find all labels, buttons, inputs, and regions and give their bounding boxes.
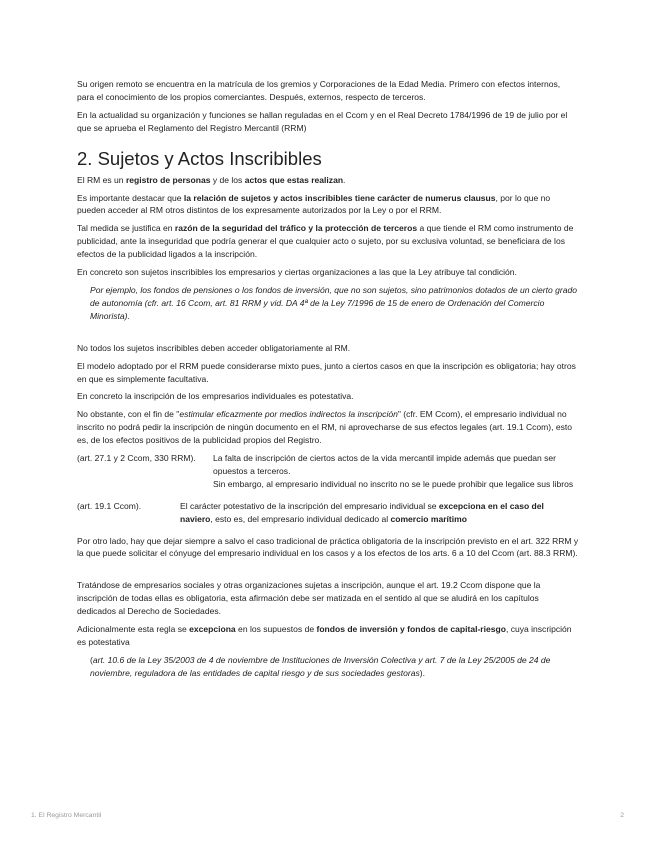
intro-paragraph-1: Su origen remoto se encuentra en la matrícula de los gremios y Corporaciones de la Edad Media. Primero con efectos internos, para el conocimiento de los propios comerciantes. Después, externos, respecto de terceros.: [77, 79, 561, 102]
quote-example-funds: Por ejemplo, los fondos de pensiones o los fondos de inversión, que no son sujetos, sino patrimonios dotados de un cierto grado de autonomía (cfr. art. 16 Ccom, art. 81 RRM y vid. DA 4ª de la Ley 7/1996 de 15 de enero de Ordenación del Comercio Minorista).: [90, 284, 578, 321]
paragraph-inscribable-subjects: En concreto son sujetos inscribibles los empresarios y ciertas organizaciones a las que la Ley atribuye tal condición.: [77, 267, 517, 278]
spacer: [77, 565, 579, 579]
spacer: [77, 328, 579, 342]
paragraph-mixed-model: El modelo adoptado por el RRM puede considerarse mixto pues, junto a ciertos casos en que la inscripción es obligatoria; hay otros en que es simplemente facultativa.: [77, 360, 576, 384]
reference-label: (art. 27.1 y 2 Ccom, 330 RRM).: [77, 453, 196, 464]
reference-text: El carácter potestativo de la inscripción del empresario individual se excepciona en el caso del naviero, esto es, del empresario individual dedicado al comercio marítimo: [180, 500, 544, 524]
paragraph-individual-optional: En concreto la inscripción de los empresarios individuales es potestativa.: [77, 391, 354, 402]
footer-page-number: 2: [620, 812, 624, 819]
reference-label: (art. 19.1 Ccom).: [77, 500, 142, 511]
paragraph-numerus-clausus: Es importante destacar que la relación de sujetos y actos inscribibles tiene carácter de numerus clausus, por lo que no pueden acceder al RM otros distintos de los expresamente autorizados por la Ley o por el RRM.: [77, 192, 551, 216]
reference-text-1: La falta de inscripción de ciertos actos de la vida mercantil impide además que puedan ser opuestos a terceros.: [213, 453, 557, 476]
paragraph-rm-definition: El RM es un registro de personas y de los actos que estas realizan.: [77, 174, 346, 185]
document-page: [77, 78, 579, 685]
intro-paragraph-2: En la actualidad su organización y funciones se hallan reguladas en el Ccom y en el Real Decreto 1784/1996 de 19 de julio por el que se aprueba el Reglamento del Registro Mercantil (RRM): [77, 109, 568, 133]
reference-text-2: Sin embargo, al empresario individual no inscrito no se le puede prohibir que legalice sus libros: [213, 478, 574, 489]
paragraph-not-mandatory: No todos los sujetos inscribibles deben acceder obligatoriamente al RM.: [77, 342, 351, 353]
quote-legal-reference: (art. 10.6 de la Ley 35/2003 de 4 de noviembre de Instituciones de Inversión Colectiva y art. 7 de la Ley 25/2005 de 24 de noviembre, reguladora de las entidades de capital riesgo y de sus sociedades gestoras).: [90, 654, 551, 678]
paragraph-exception-funds: Adicionalmente esta regla se excepciona en los supuestos de fondos de inversión y fondos de capital-riesgo, cuya inscripción es potestativa: [77, 624, 572, 647]
reference-body: [180, 500, 579, 526]
reference-row-art27: [77, 452, 579, 491]
paragraph-social-entrepreneurs: Tratándose de empresarios sociales y otras organizaciones sujetas a inscripción, aunque el art. 19.2 Ccom dispone que la inscripción de todas ellas es obligatoria, esta afirmación debe ser matizada en el sentido al que se aludirá en los capítulos dedicados al Derecho de Sociedades.: [77, 580, 541, 617]
footer-chapter-title: 1. El Registro Mercantil: [31, 812, 102, 819]
section-title: 2. Sujetos y Actos Inscribibles: [77, 147, 322, 169]
reference-body: [213, 452, 579, 491]
paragraph-incentive: No obstante, con el fin de "estimular eficazmente por medios indirectos la inscripción" (cfr. EM Ccom), el empresario individual no inscrito no podrá pedir la inscripción de ningún documento en el RM, ni aprovecharse de sus efectos legales (art. 19.1 Ccom), esto es, de los efectos positivos de la publicidad propios del Registro.: [77, 409, 573, 446]
paragraph-justification: Tal medida se justifica en razón de la seguridad del tráfico y la protección de terceros a que tiende el RM como instrumento de publicidad, ante la inseguridad que podría generar el que cualquier acto o sujeto, por su exclusiva voluntad, se beneficiara de los efectos de la publicidad ligados a la inscripción.: [77, 223, 574, 260]
reference-row-art19: [77, 500, 579, 526]
paragraph-traditional-case: Por otro lado, hay que dejar siempre a salvo el caso tradicional de práctica obligatoria de la inscripción previsto en el art. 322 RRM y la que puede solicitar el cónyuge del empresario individual en los casos y a los efectos de los arts. 6 a 10 del Ccom (art. 88.3 RRM).: [77, 535, 579, 559]
